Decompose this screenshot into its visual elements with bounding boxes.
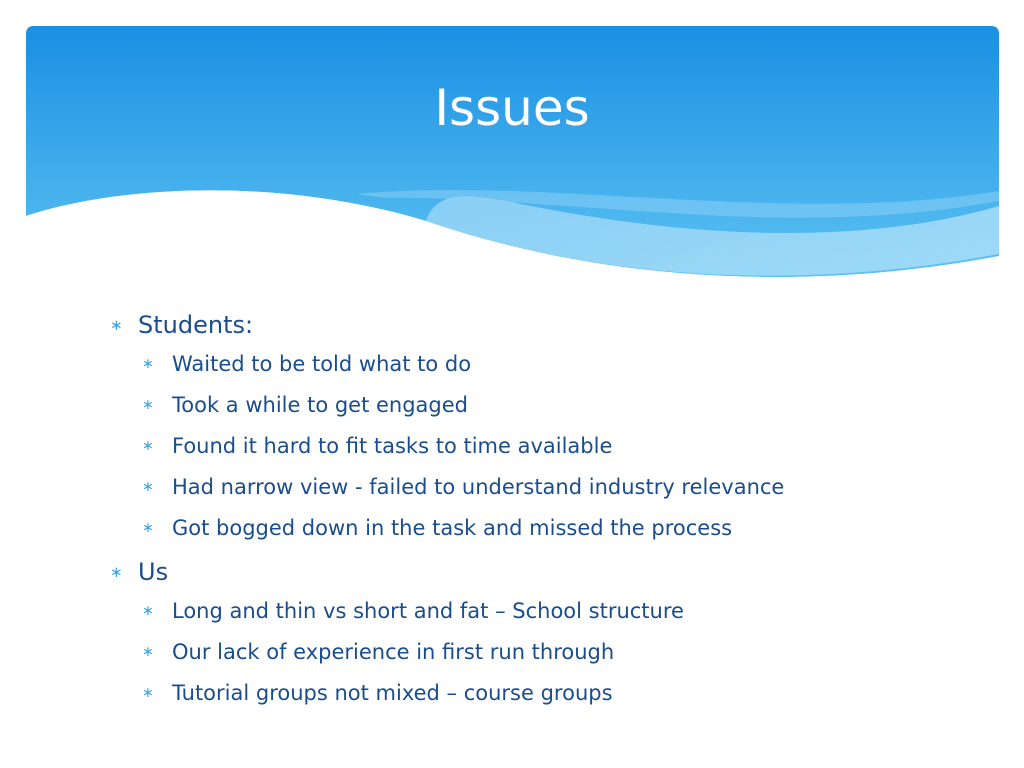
asterisk-bullet-icon: ∗ — [142, 644, 154, 660]
list-item-text: Had narrow view - failed to understand industry relevance — [172, 475, 785, 499]
list-item-text: Long and thin vs short and fat – School structure — [172, 599, 684, 623]
list-item-text: Got bogged down in the task and missed the process — [172, 516, 733, 540]
asterisk-bullet-icon: ∗ — [142, 397, 154, 413]
heading-text: Us — [138, 558, 169, 586]
list-item-text: Tutorial groups not mixed – course groups — [172, 681, 613, 705]
list-item-heading — [108, 306, 988, 344]
heading-text: Students: — [138, 311, 254, 339]
list-item-heading — [108, 553, 988, 591]
title-banner — [26, 26, 999, 286]
list-item — [108, 344, 988, 385]
list-item-text: Found it hard to fit tasks to time available — [172, 434, 613, 458]
asterisk-bullet-icon: ∗ — [110, 563, 123, 581]
list-item — [108, 508, 988, 549]
asterisk-bullet-icon: ∗ — [110, 316, 123, 334]
list-item — [108, 426, 988, 467]
asterisk-bullet-icon: ∗ — [142, 356, 154, 372]
bullet-list — [108, 306, 988, 714]
wave-banner-graphic — [26, 26, 999, 286]
list-item — [108, 385, 988, 426]
list-item-text: Our lack of experience in first run through — [172, 640, 615, 664]
asterisk-bullet-icon: ∗ — [142, 603, 154, 619]
asterisk-bullet-icon: ∗ — [142, 438, 154, 454]
list-item — [108, 591, 988, 632]
list-item — [108, 467, 988, 508]
list-item-text: Waited to be told what to do — [172, 352, 472, 376]
list-item-text: Took a while to get engaged — [172, 393, 469, 417]
slide-title: Issues — [434, 79, 590, 137]
asterisk-bullet-icon: ∗ — [142, 479, 154, 495]
list-item — [108, 673, 988, 714]
asterisk-bullet-icon: ∗ — [142, 685, 154, 701]
list-item — [108, 632, 988, 673]
asterisk-bullet-icon: ∗ — [142, 520, 154, 536]
